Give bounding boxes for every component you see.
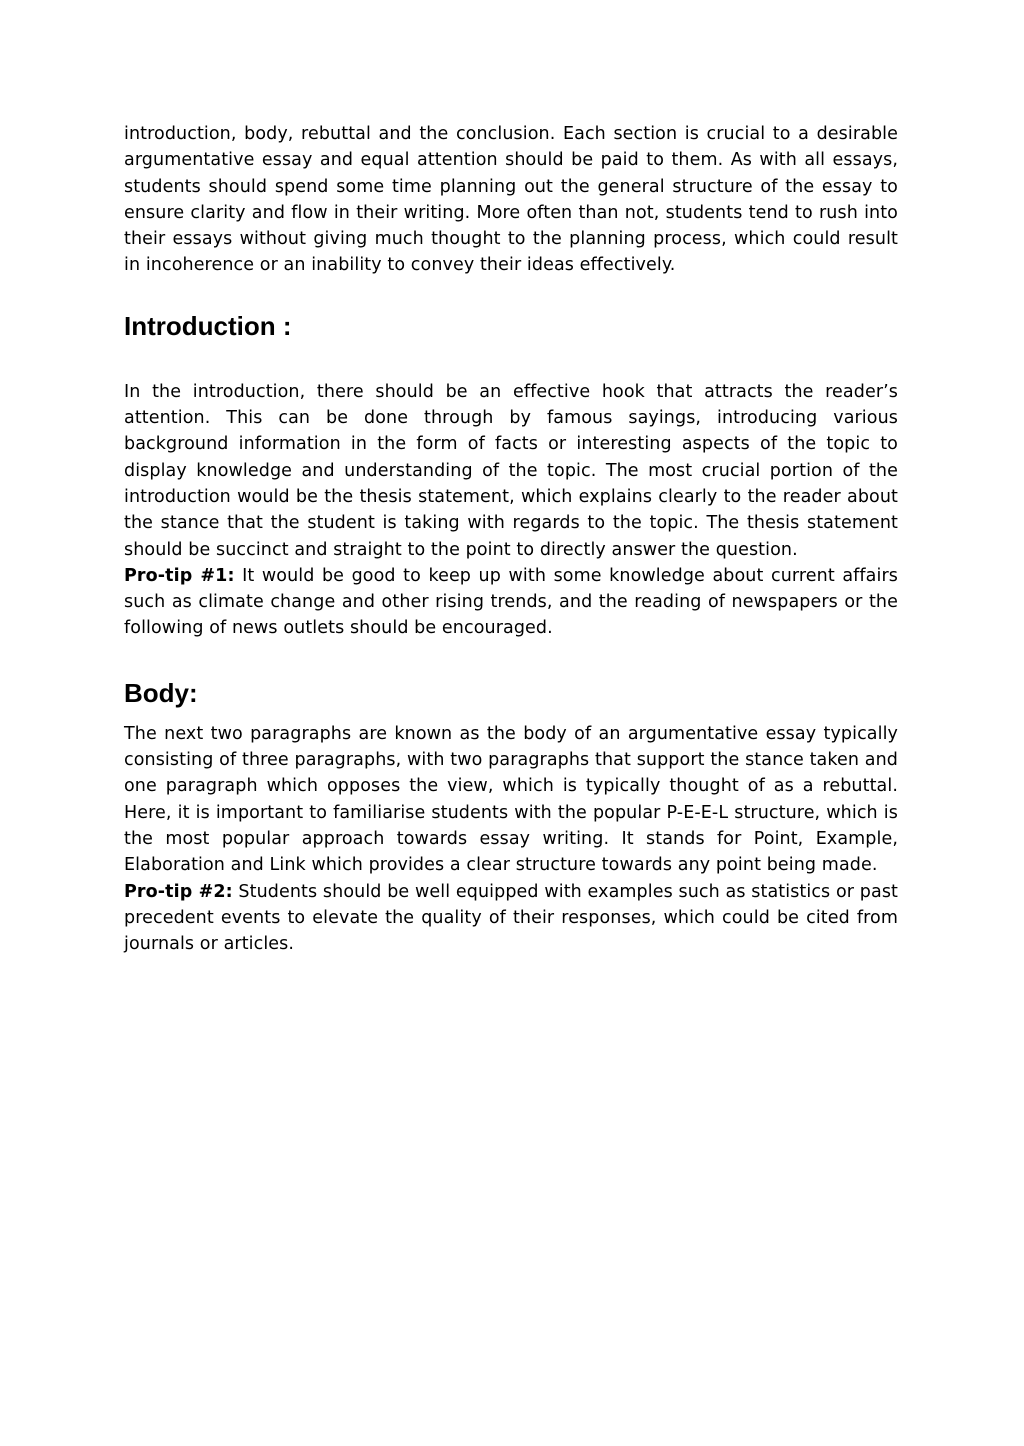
pro-tip-2 — [124, 879, 898, 958]
opening-paragraph: introduction, body, rebuttal and the conclusion. Each section is crucial to a desirable argumentative essay and equal attention should be paid to them. As with all essays, students should spend some time planning out the general structure of the essay to ensure clarity and flow in their writing. More often than not, students tend to rush into their essays without giving much thought to the planning process, which could result in incoherence or an inability to convey their ideas effectively. — [124, 124, 898, 276]
introduction-paragraph: In the introduction, there should be an effective hook that attracts the reader’s attention. This can be done through by famous sayings, introducing various background information in the form of facts or interesting aspects of the topic to display knowledge and understanding of the topic. The most crucial portion of the introduction would be the thesis statement, which explains clearly to the reader about the stance that the student is taking with regards to the topic. The thesis statement should be succinct and straight to the point to directly answer the question. — [124, 381, 898, 560]
pro-tip-1-label: Pro-tip #1: — [124, 565, 235, 586]
pro-tip-1-text: It would be good to keep up with some knowledge about current affairs such as climate change and other rising trends, and the reading of newspapers or the following of news outlets should be encouraged. — [124, 565, 898, 639]
pro-tip-1 — [124, 563, 898, 642]
pro-tip-2-text: Students should be well equipped with examples such as statistics or past precedent events to elevate the quality of their responses, which could be cited from journals or articles. — [124, 881, 898, 955]
body-paragraph: The next two paragraphs are known as the body of an argumentative essay typically consisting of three paragraphs, with two paragraphs that support the stance taken and one paragraph which opposes the view, which is typically thought of as a rebuttal. Here, it is important to familiarise students with the popular P-E-E-L structure, which is the most popular approach towards essay writing. It stands for Point, Example, Elaboration and Link which provides a clear structure towards any point being made. — [124, 723, 898, 876]
pro-tip-2-label: Pro-tip #2: — [124, 881, 233, 902]
document-page — [124, 121, 898, 957]
introduction-heading: Introduction : — [124, 310, 292, 341]
body-heading: Body: — [124, 677, 198, 708]
